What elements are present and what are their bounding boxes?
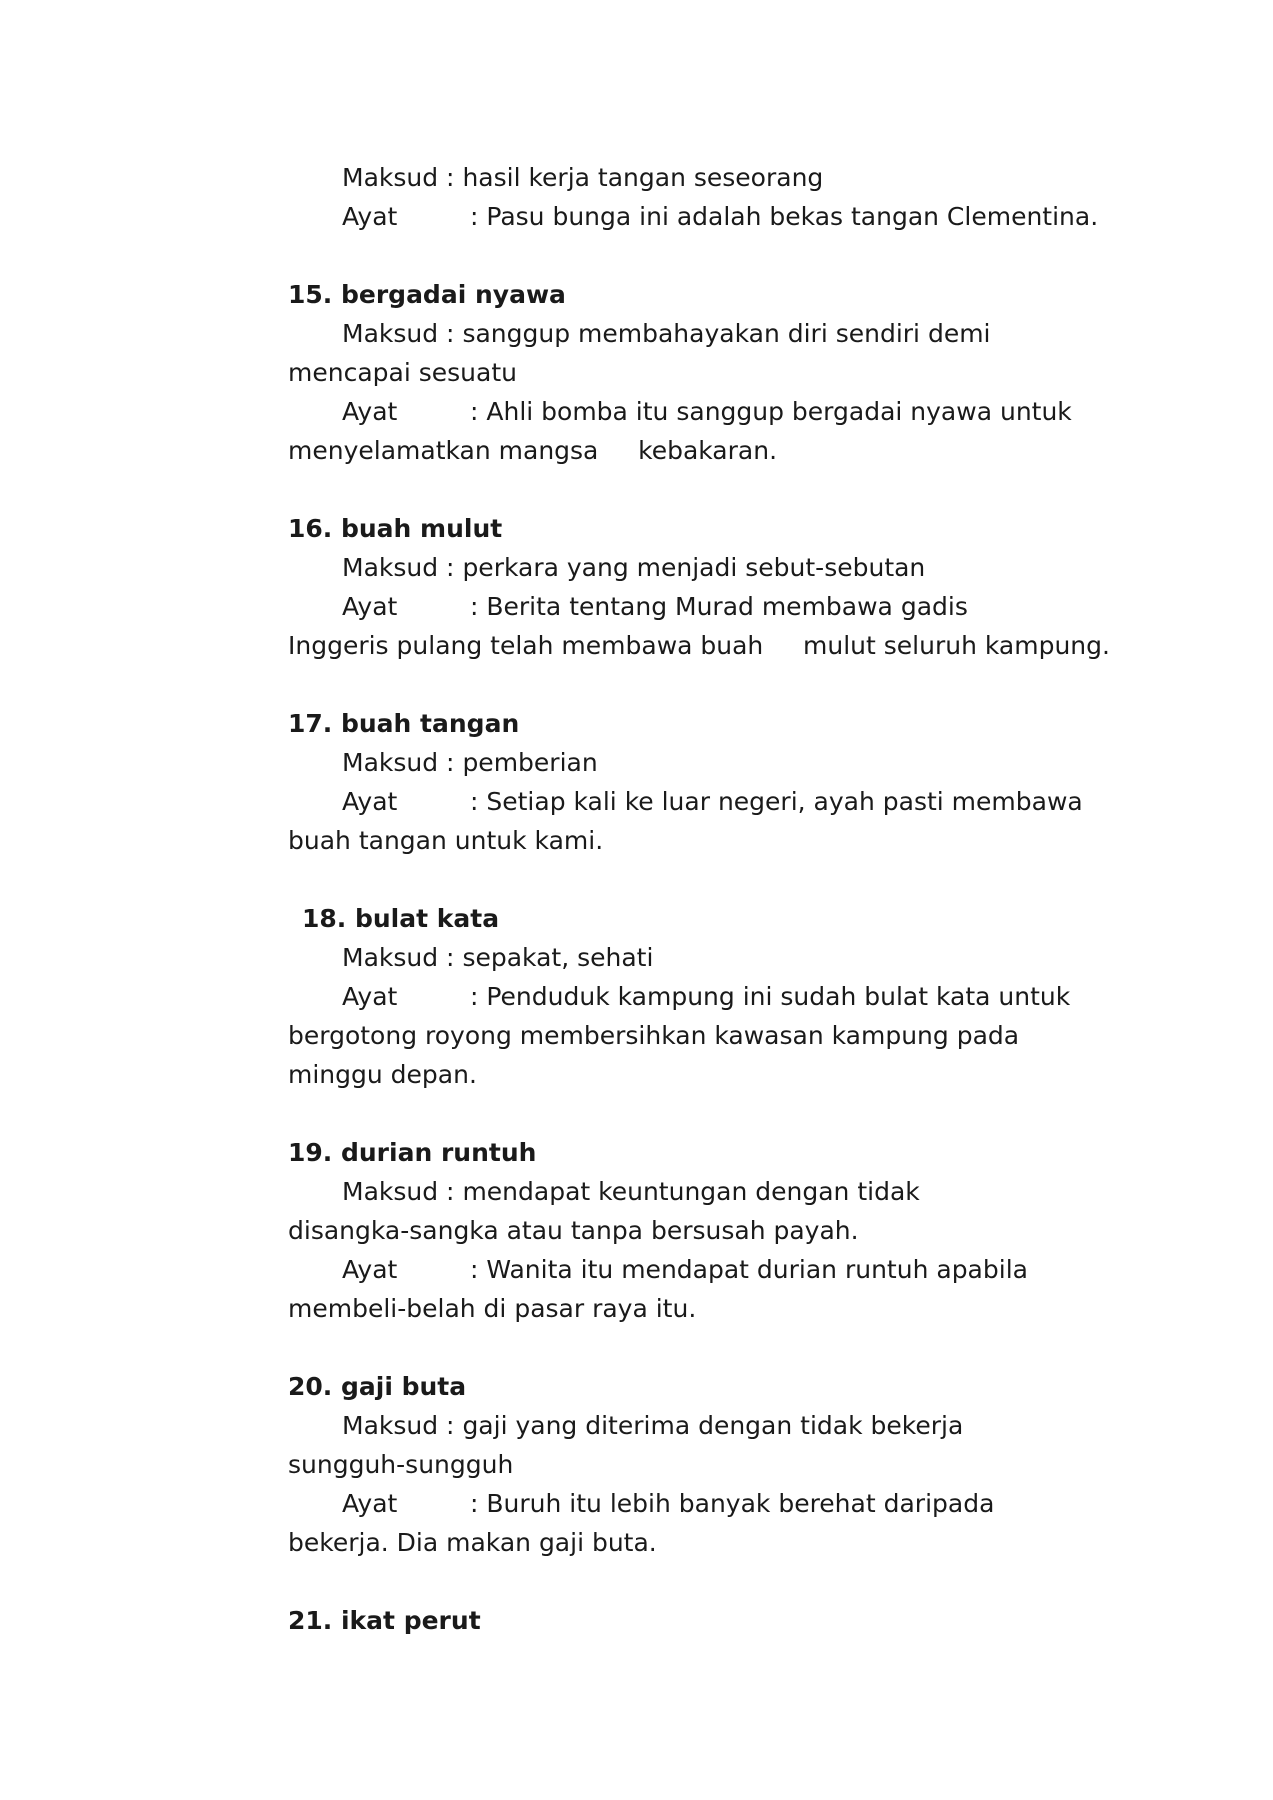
maksud-line: [288, 158, 1108, 197]
maksud-label: Maksud :: [342, 319, 463, 348]
ayat-continuation: menyelamatkan mangsa kebakaran.: [288, 436, 778, 465]
entry-heading: 21. ikat perut: [288, 1606, 481, 1635]
ayat-text: : Pasu bunga ini adalah bekas tangan Clementina.: [470, 202, 1099, 231]
ayat-text: : Buruh itu lebih banyak berehat daripada: [470, 1489, 995, 1518]
maksud-label: Maksud :: [342, 748, 463, 777]
entry-16: [288, 509, 1108, 665]
ayat-label: Ayat: [342, 787, 398, 816]
ayat-label: Ayat: [342, 202, 398, 231]
maksud-line: [288, 743, 1108, 782]
ayat-text: : Setiap kali ke luar negeri, ayah pasti membawa: [470, 787, 1083, 816]
ayat-line: [288, 977, 1108, 1016]
entry-18: [288, 899, 1108, 1094]
maksud-text: sepakat, sehati: [462, 943, 654, 972]
maksud-label: Maksud :: [342, 1411, 463, 1440]
ayat-label: Ayat: [342, 1489, 398, 1518]
entry-17: [288, 704, 1108, 860]
ayat-text: : Penduduk kampung ini sudah bulat kata untuk: [470, 982, 1071, 1011]
ayat-line: [288, 392, 1108, 431]
ayat-label: Ayat: [342, 982, 398, 1011]
maksud-label: Maksud :: [342, 553, 463, 582]
ayat-line: [288, 1484, 1108, 1523]
ayat-label: Ayat: [342, 1255, 398, 1284]
maksud-continuation: disangka-sangka atau tanpa bersusah payah.: [288, 1216, 859, 1245]
maksud-label: Maksud :: [342, 1177, 463, 1206]
maksud-label: Maksud :: [342, 163, 463, 192]
maksud-text: hasil kerja tangan seseorang: [462, 163, 824, 192]
ayat-continuation: buah tangan untuk kami.: [288, 826, 604, 855]
ayat-line: [288, 587, 1108, 626]
document-page: [288, 158, 1108, 1640]
entry-15: [288, 275, 1108, 470]
entry-21: [288, 1601, 1108, 1640]
maksud-line: [288, 1172, 1108, 1211]
entry-heading: 20. gaji buta: [288, 1372, 467, 1401]
maksud-continuation: sungguh-sungguh: [288, 1450, 514, 1479]
entry-heading: 17. buah tangan: [288, 709, 520, 738]
entry-20: [288, 1367, 1108, 1562]
maksud-text: perkara yang menjadi sebut-sebutan: [462, 553, 926, 582]
entry-14-continuation: [288, 158, 1108, 236]
maksud-line: [288, 938, 1108, 977]
ayat-continuation: bergotong royong membersihkan kawasan kampung pada: [288, 1021, 1020, 1050]
ayat-text: : Berita tentang Murad membawa gadis: [470, 592, 968, 621]
maksud-text: sanggup membahayakan diri sendiri demi: [462, 319, 991, 348]
maksud-line: [288, 548, 1108, 587]
maksud-text: pemberian: [462, 748, 598, 777]
entry-heading: 18. bulat kata: [302, 904, 500, 933]
maksud-text: gaji yang diterima dengan tidak bekerja: [462, 1411, 964, 1440]
maksud-line: [288, 314, 1108, 353]
ayat-label: Ayat: [342, 397, 398, 426]
ayat-continuation: Inggeris pulang telah membawa buah mulut seluruh kampung.: [288, 631, 1110, 660]
maksud-line: [288, 1406, 1108, 1445]
ayat-text: : Wanita itu mendapat durian runtuh apabila: [470, 1255, 1028, 1284]
ayat-continuation: membeli-belah di pasar raya itu.: [288, 1294, 697, 1323]
ayat-line: [288, 1250, 1108, 1289]
maksud-text: mendapat keuntungan dengan tidak: [462, 1177, 920, 1206]
ayat-label: Ayat: [342, 592, 398, 621]
ayat-line: [288, 782, 1108, 821]
entry-heading: 19. durian runtuh: [288, 1138, 537, 1167]
ayat-line: [288, 197, 1108, 236]
ayat-continuation: minggu depan.: [288, 1060, 477, 1089]
entry-heading: 16. buah mulut: [288, 514, 503, 543]
ayat-text: : Ahli bomba itu sanggup bergadai nyawa untuk: [470, 397, 1072, 426]
ayat-continuation: bekerja. Dia makan gaji buta.: [288, 1528, 657, 1557]
maksud-label: Maksud :: [342, 943, 463, 972]
entry-19: [288, 1133, 1108, 1328]
maksud-continuation: mencapai sesuatu: [288, 358, 517, 387]
entry-heading: 15. bergadai nyawa: [288, 280, 566, 309]
